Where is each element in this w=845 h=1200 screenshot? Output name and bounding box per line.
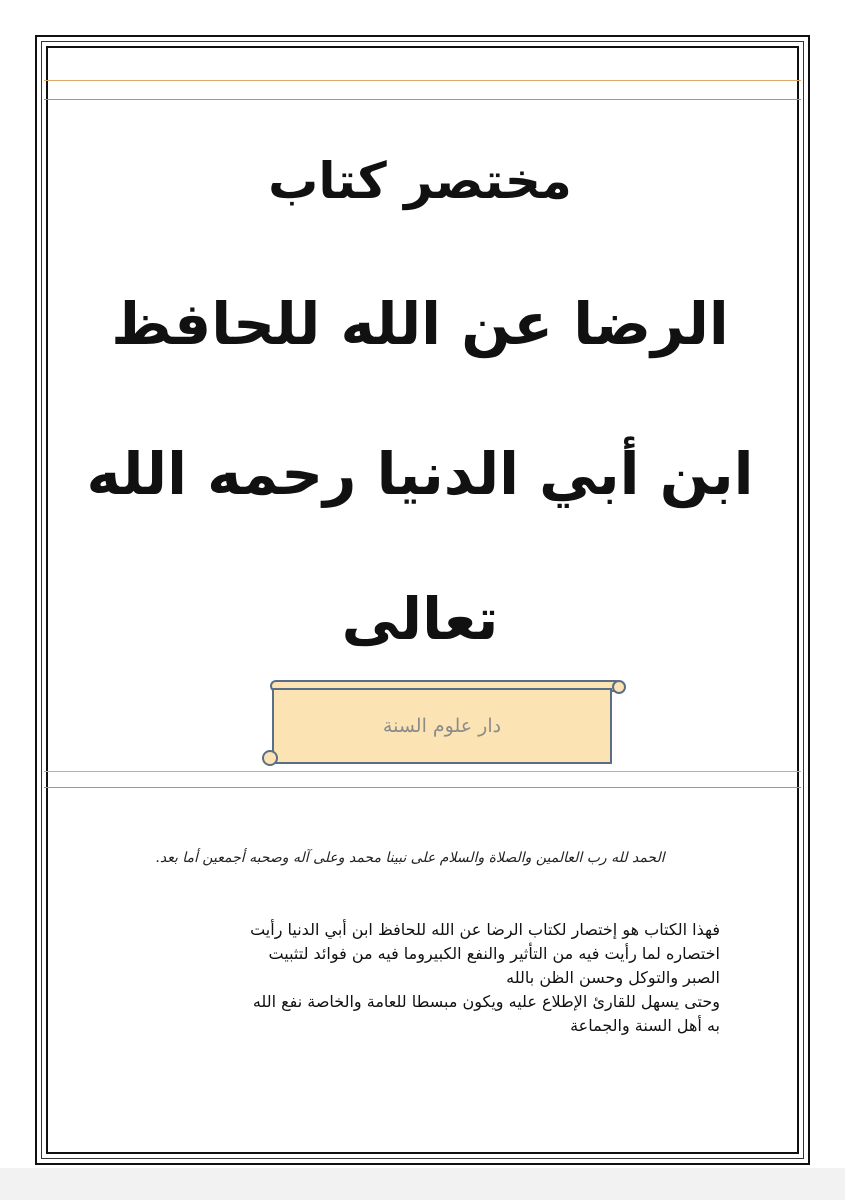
scroll-body (272, 688, 612, 764)
title-line-4: تعالى (341, 585, 499, 653)
body-line-3: الصبر والتوكل وحسن الظن بالله (506, 968, 720, 987)
title-line-3: ابن أبي الدنيا رحمه الله (86, 440, 754, 508)
scroll-curl-left (262, 750, 278, 766)
page-bottom-strip (0, 1168, 845, 1200)
publisher-name: دار علوم السنة (382, 715, 502, 737)
mid-rule-orange (44, 771, 801, 772)
top-rule-orange (44, 80, 801, 81)
top-rule-blue (44, 99, 801, 100)
publisher-scroll-banner (262, 680, 626, 768)
body-line-2: اختصاره لما رأيت فيه من التأثير والنفع الكبيروما فيه من فوائد لتثبيت (268, 944, 720, 963)
intro-body (120, 918, 720, 1038)
body-line-1: فهذا الكتاب هو إختصار لكتاب الرضا عن الله للحافظ ابن أبي الدنيا رأيت (250, 920, 720, 939)
mid-rule-blue (44, 787, 801, 788)
body-line-4: وحتى يسهل للقارئ الإطلاع عليه ويكون مبسطا للعامة والخاصة نفع الله (252, 992, 720, 1011)
title-line-1: مختصر كتاب (268, 152, 572, 210)
scroll-curl-right (612, 680, 626, 694)
body-line-5: به أهل السنة والجماعة (570, 1016, 720, 1035)
praise-line: الحمد لله رب العالمين والصلاة والسلام على نبينا محمد وعلى آله وصحبه أجمعين أما بعد. (155, 850, 665, 866)
title-line-2: الرضا عن الله للحافظ (111, 290, 729, 358)
